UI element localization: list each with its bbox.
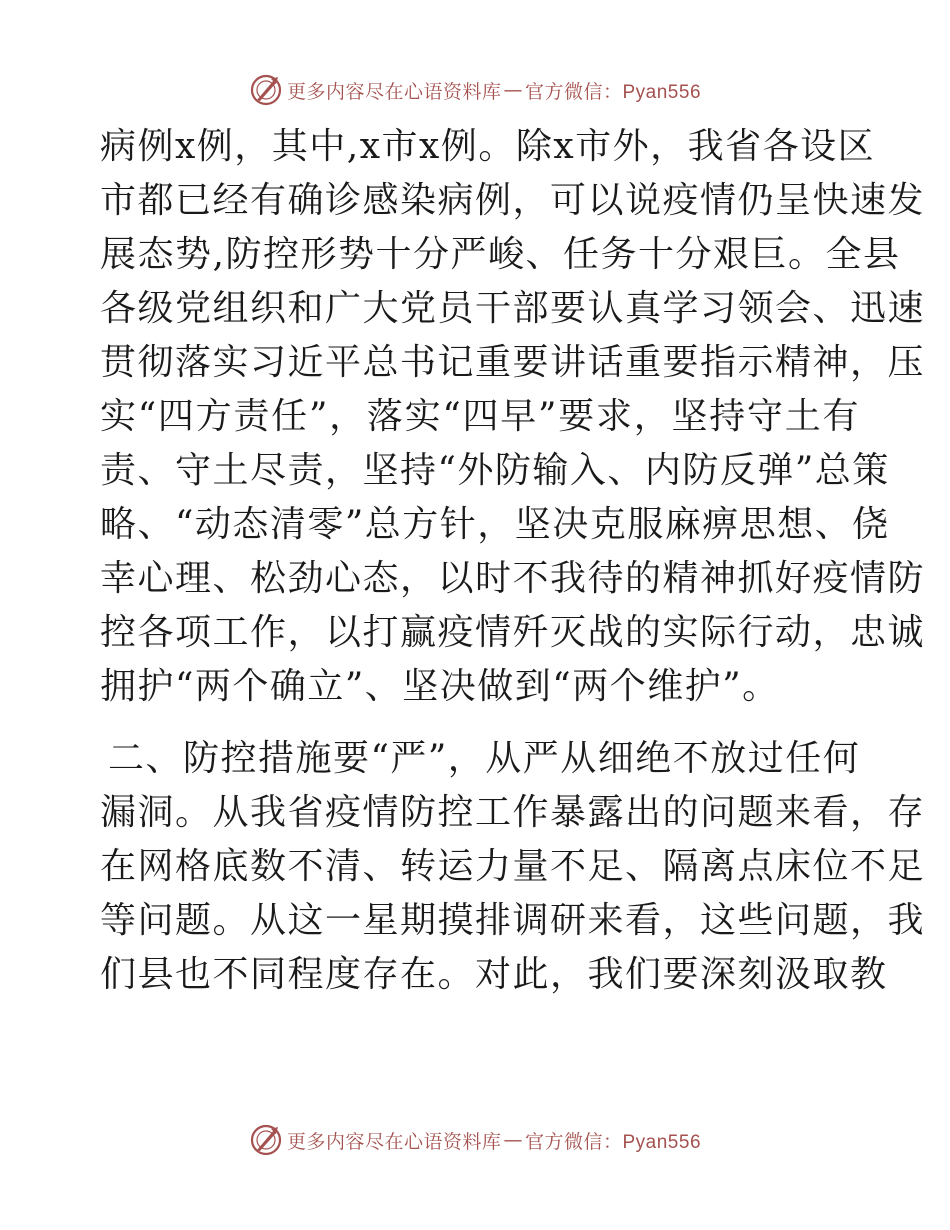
text-line: 略、“动态清零”总方针，坚决克服麻痹思想、侥 bbox=[100, 504, 890, 545]
text-line: 漏洞。从我省疫情防控工作暴露出的问题来看，存 bbox=[100, 792, 926, 833]
quill-logo-icon bbox=[249, 73, 283, 107]
paragraph-1 bbox=[100, 120, 926, 714]
text-line: 展态势,防控形势十分严峻、任务十分艰巨。全县 bbox=[100, 234, 901, 275]
watermark-separator: — bbox=[503, 1129, 523, 1151]
watermark-separator: — bbox=[503, 79, 523, 101]
watermark-wechat: 官方微信：Pyan556 bbox=[525, 81, 702, 103]
text-line: 控各项工作，以打赢疫情歼灭战的实际行动，忠诚 bbox=[100, 612, 926, 653]
text-line: 们县也不同程度存在。对此，我们要深刻汲取教 bbox=[100, 954, 888, 995]
text-line: 市都已经有确诊感染病例，可以说疫情仍呈快速发 bbox=[100, 180, 926, 221]
text-line: 责、守土尽责，坚持“外防输入、内防反弹”总策 bbox=[100, 450, 890, 491]
footer-watermark bbox=[0, 1120, 950, 1160]
watermark-text: 更多内容尽在心语资料库 bbox=[286, 80, 502, 103]
watermark-wechat: 官方微信：Pyan556 bbox=[525, 1131, 702, 1153]
header-watermark bbox=[0, 70, 950, 110]
paragraph-2 bbox=[100, 732, 926, 1002]
paragraph-gap bbox=[100, 714, 860, 732]
section-heading-line: 二、防控措施要“严”，从严从细绝不放过任何 bbox=[108, 738, 861, 779]
quill-logo-icon bbox=[249, 1123, 283, 1157]
text-line: 等问题。从这一星期摸排调研来看，这些问题，我 bbox=[100, 900, 926, 941]
text-line: 实“四方责任”，落实“四早”要求，坚持守土有 bbox=[100, 396, 860, 437]
text-line: 幸心理、松劲心态，以时不我待的精神抓好疫情防 bbox=[100, 558, 926, 599]
text-line: 拥护“两个确立”、坚决做到“两个维护”。 bbox=[100, 666, 780, 707]
text-line: 贯彻落实习近平总书记重要讲话重要指示精神，压 bbox=[100, 342, 926, 383]
watermark-text: 更多内容尽在心语资料库 bbox=[286, 1130, 502, 1153]
document-body bbox=[100, 120, 926, 1002]
text-line: 在网格底数不清、转运力量不足、隔离点床位不足 bbox=[100, 846, 926, 887]
text-line: 病例x例，其中,x市x例。除x市外，我省各设区 bbox=[100, 126, 876, 167]
text-line: 各级党组织和广大党员干部要认真学习领会、迅速 bbox=[100, 288, 926, 329]
